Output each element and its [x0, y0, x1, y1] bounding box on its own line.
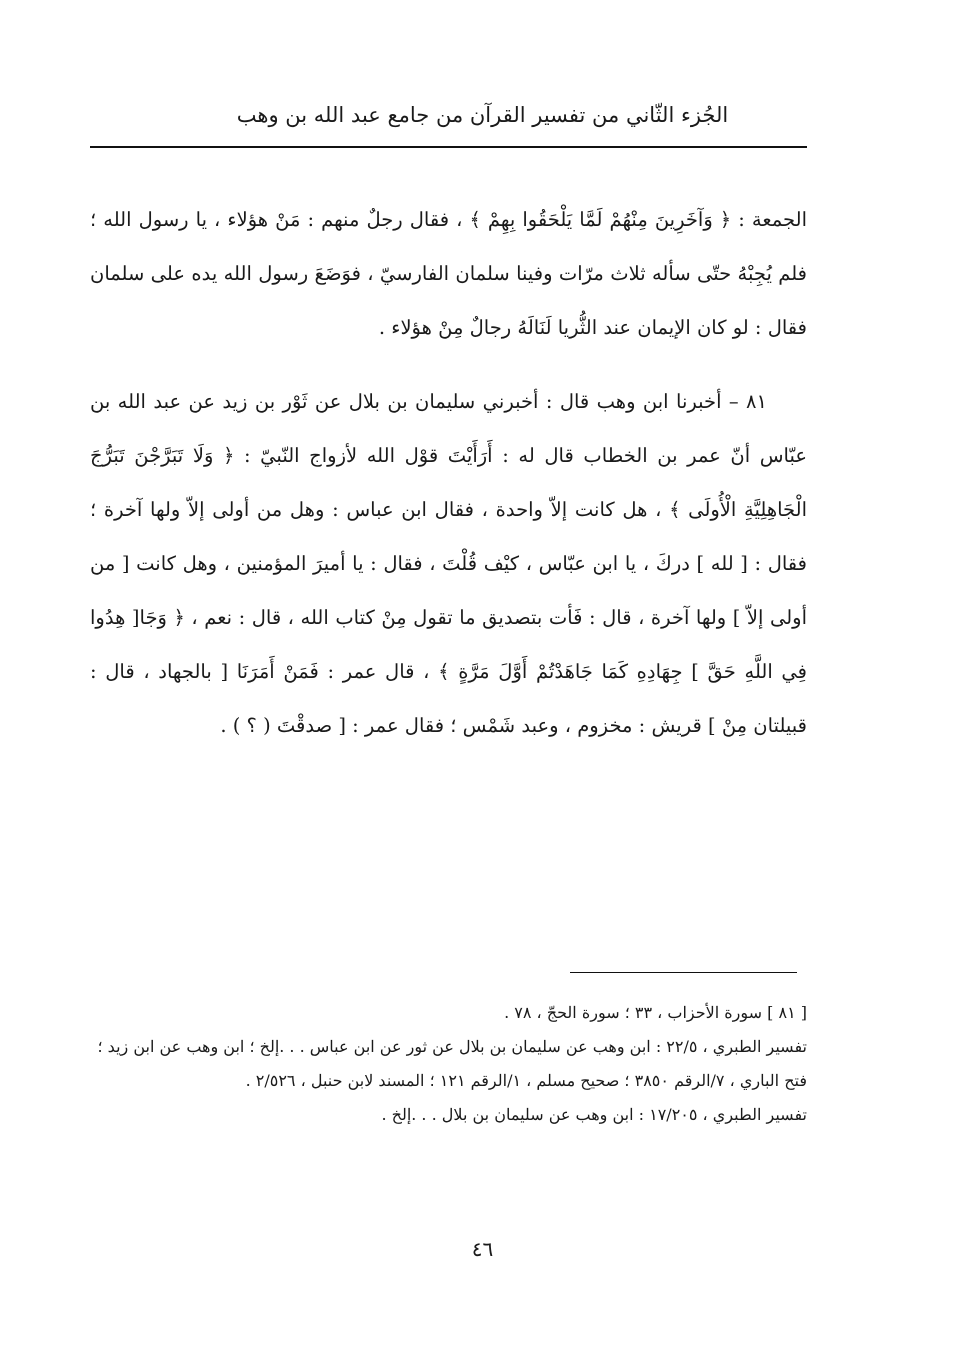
running-head: الجُزء الثّاني من تفسير القرآن من جامع عبد الله بن وهب	[236, 103, 729, 127]
footnotes	[90, 996, 807, 1132]
paragraph-continuation: الجمعة : ﴿ وَآخَرِينَ مِنْهُمْ لَمَّا يَلْحَقُوا بِهِمْ ﴾ ، فقال رجلٌ منهم : مَنْ هؤلاء ، يا رسول الله ؛ فلم يُجِبْهُ حتّى سأله ثلاث مرّات وفينا سلمان الفارسيّ ، فوَضَعَ رسول الله يده على سلمان فقال : لو كان الإيمان عند الثُّريا لَنَالَهُ رجالٌ مِنْ هؤلاء .	[90, 208, 807, 339]
main-text	[90, 193, 807, 753]
page-number: ٤٦	[471, 1237, 494, 1261]
header-rule	[90, 146, 807, 148]
footnote-line-2: تفسير الطبري ، ٢٢/٥ : ابن وهب عن سليمان بن بلال عن ثور عن ابن عباس . . .إلخ ؛ ابن وهب عن ابن زيد ؛ فتح الباري ، ٧/الرقم ٣٨٥٠ ؛ صحيح مسلم ، ١/الرقم ١٢١ ؛ المسند لابن حنبل ، ٢/٥٢٦ .	[97, 1037, 807, 1090]
footnote-rule	[570, 972, 797, 973]
footnote-line-1: [ ٨١ ] سورة الأحزاب ، ٣٣ ؛ سورة الحجّ ، ٧٨ .	[504, 1003, 807, 1022]
footnote-line-3: تفسير الطبري ، ١٧/٢٠٥ : ابن وهب عن سليمان بن بلال . . .إلخ .	[381, 1105, 807, 1124]
paragraph-hadith-81: ٨١ – أخبرنا ابن وهب قال : أخبرني سليمان بن بلال عن ثَوْر بن زيد عن عبد الله بن عبّاس أنّ عمر بن الخطاب قال له : أَرَأَيْتَ قوْل الله لأزواج النّبيّ : ﴿ وَلَا تَبَرَّجْنَ تَبَرُّجَ الْجَاهِلِيَّةِ الْأُولَى ﴾ ، هل كانت إلاّ واحدة ، فقال ابن عباس : وهل من أولى إلاّ ولها آخرة ؛ فقال : [ لله ] دركَ ، يا ابن عبّاس ، كيْف قُلْتَ ، فقال : يا أميرَ المؤمنين ، وهل كانت [ من أولى إلاّ ] ولها آخرة ، قال : فَأت بتصديق ما تقول مِنْ كتاب الله ، قال : نعم ، ﴿ وَجَا[ هِدُوا فِي اللَّهِ حَقَّ ] جِهَادِهِ كَمَا جَاهَدْتُمْ أَوَّلَ مَرَّةٍ ﴾ ، قال عمر : فَمَنْ أَمَرَنَا [ بالجهاد ، قال : قبيلتان مِنْ ] قريش : مخزوم ، وعبد شَمْس ؛ فقال عمر : [ صدقْتَ ( ؟ ) .	[90, 390, 807, 737]
